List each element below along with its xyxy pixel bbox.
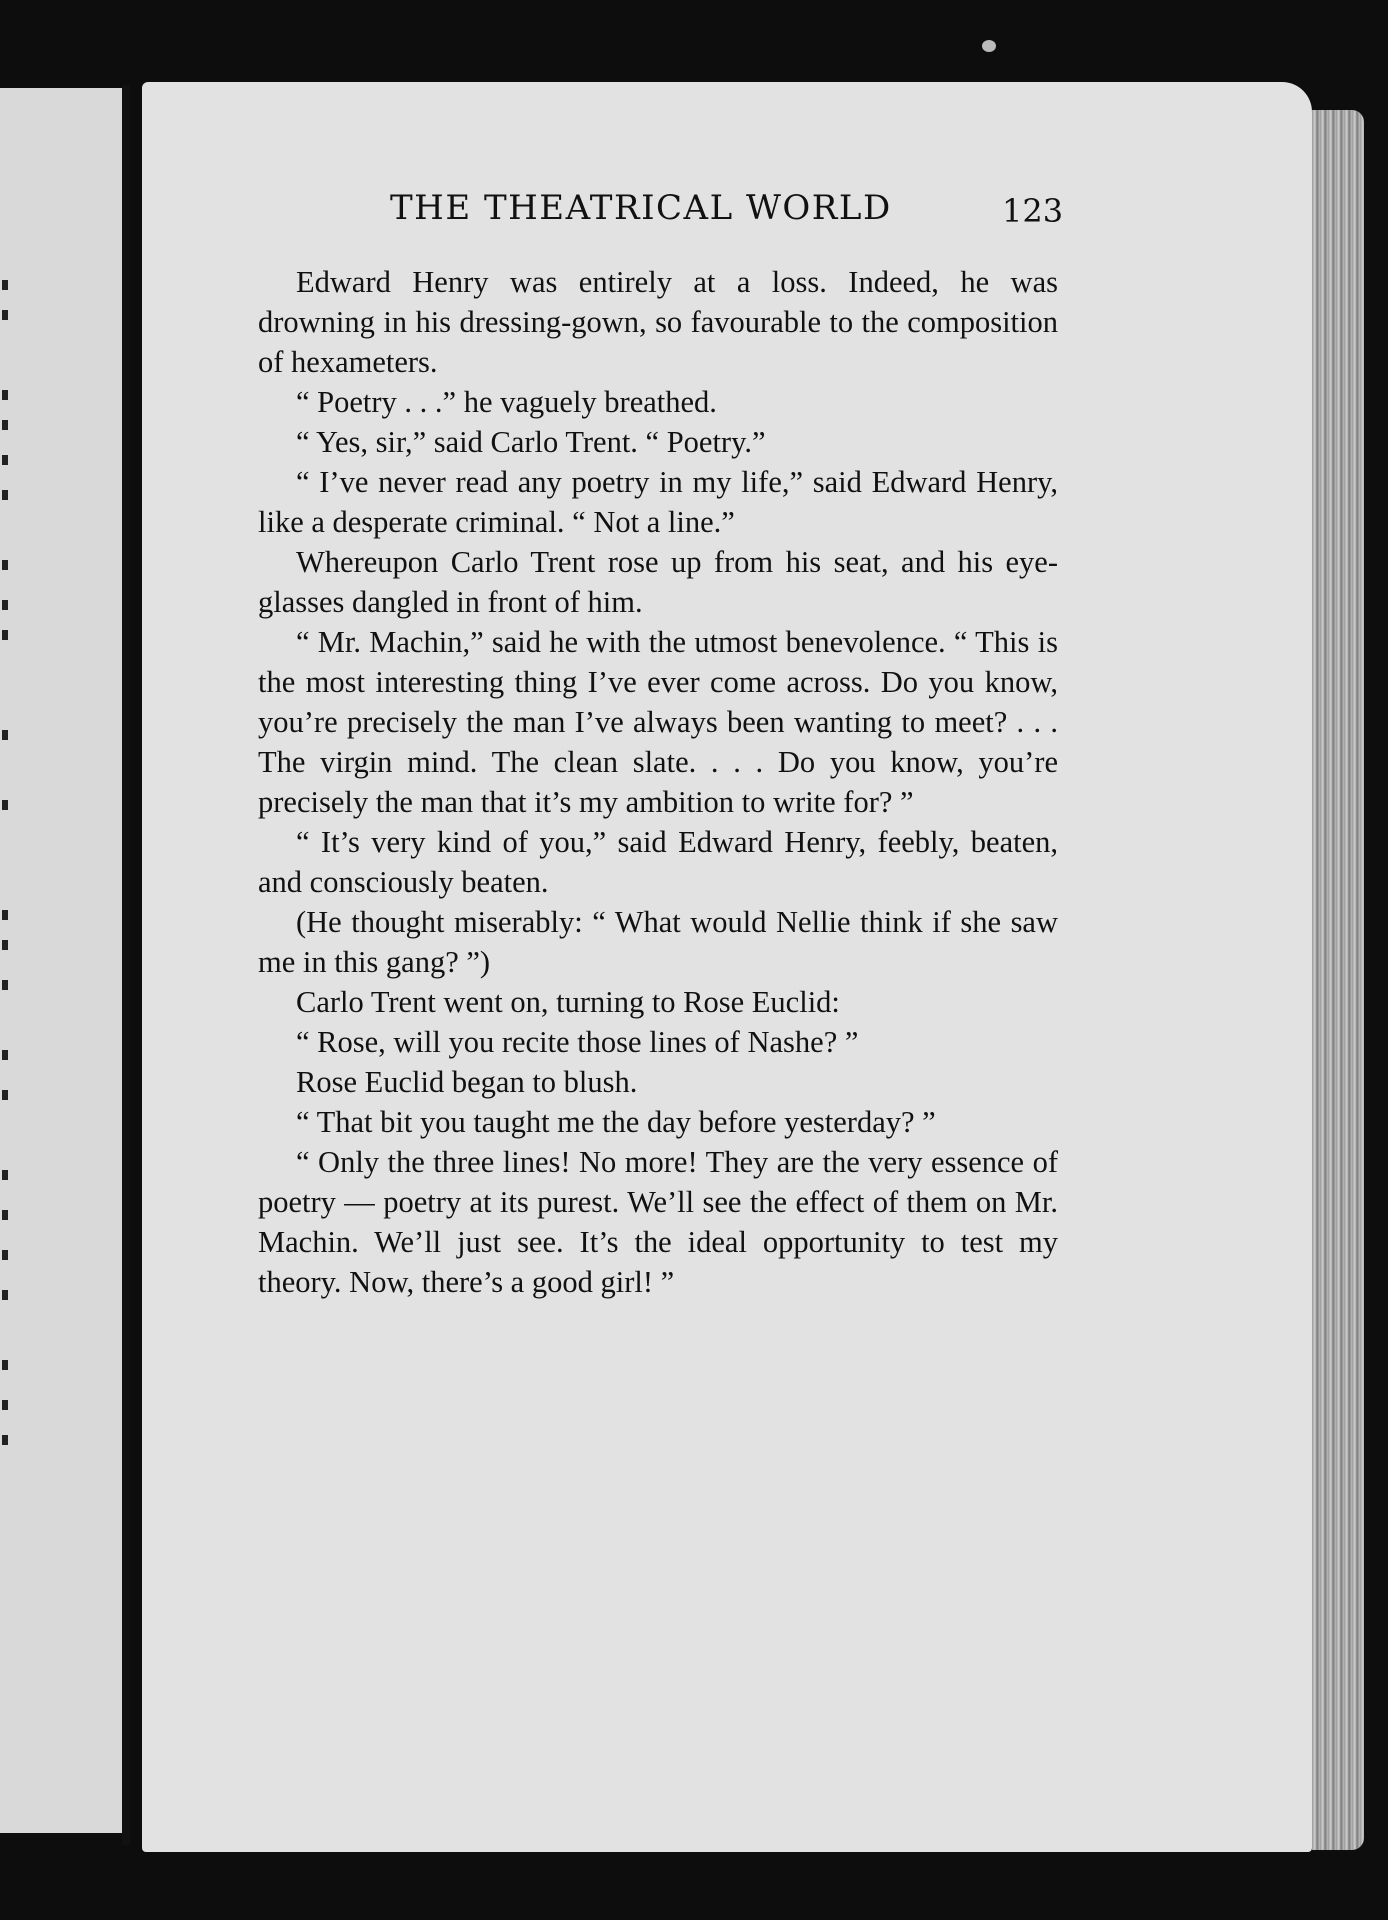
paragraph: Whereupon Carlo Trent rose up from his seat, and his eye-glasses dangled in front of him. [258,545,1058,619]
paragraph: Rose Euclid began to blush. [296,1065,638,1099]
paragraph: “ Only the three lines! No more! They are the very essence of poetry — poetry at its purest. We’ll see the effect of them on Mr. Machin. We’ll just see. It’s the ideal opportunity to test my theory. Now, there’s a good girl! ” [258,1145,1058,1299]
body-text [258,262,1058,1302]
paragraph: “ Poetry . . .” he vaguely breathed. [296,385,717,419]
paragraph: (He thought miserably: “ What would Nellie think if she saw me in this gang? ”) [258,905,1058,979]
paragraph: “ It’s very kind of you,” said Edward Henry, feebly, beaten, and consciously beaten. [258,825,1058,899]
page-number: 123 [1002,192,1064,230]
paragraph: Edward Henry was entirely at a loss. Indeed, he was drowning in his dressing-gown, so favourable to the composition of hexameters. [258,265,1058,379]
running-title: THE THEATRICAL WORLD [390,188,892,228]
facing-page-text-fragments [0,260,14,1500]
paragraph: “ I’ve never read any poetry in my life,” said Edward Henry, like a desperate criminal. “ Not a line.” [258,465,1058,539]
scan-smudge [982,40,996,52]
paragraph: “ Rose, will you recite those lines of Nashe? ” [296,1025,859,1059]
book-gutter [122,85,130,1845]
page-header [390,188,1070,236]
paragraph: “ That bit you taught me the day before yesterday? ” [296,1105,936,1139]
paragraph: “ Yes, sir,” said Carlo Trent. “ Poetry.” [296,425,766,459]
paragraph: “ Mr. Machin,” said he with the utmost benevolence. “ This is the most interesting thing I’ve ever come across. Do you know, you’re precisely the man I’ve always been wanting to meet? . . . The virgin mind. The clean slate. . . . Do you know, you’re precisely the man that it’s my ambition to write for? ” [258,625,1058,819]
page-edges [1312,110,1364,1850]
facing-page-edge [0,88,122,1833]
paragraph: Carlo Trent went on, turning to Rose Euclid: [296,985,840,1019]
